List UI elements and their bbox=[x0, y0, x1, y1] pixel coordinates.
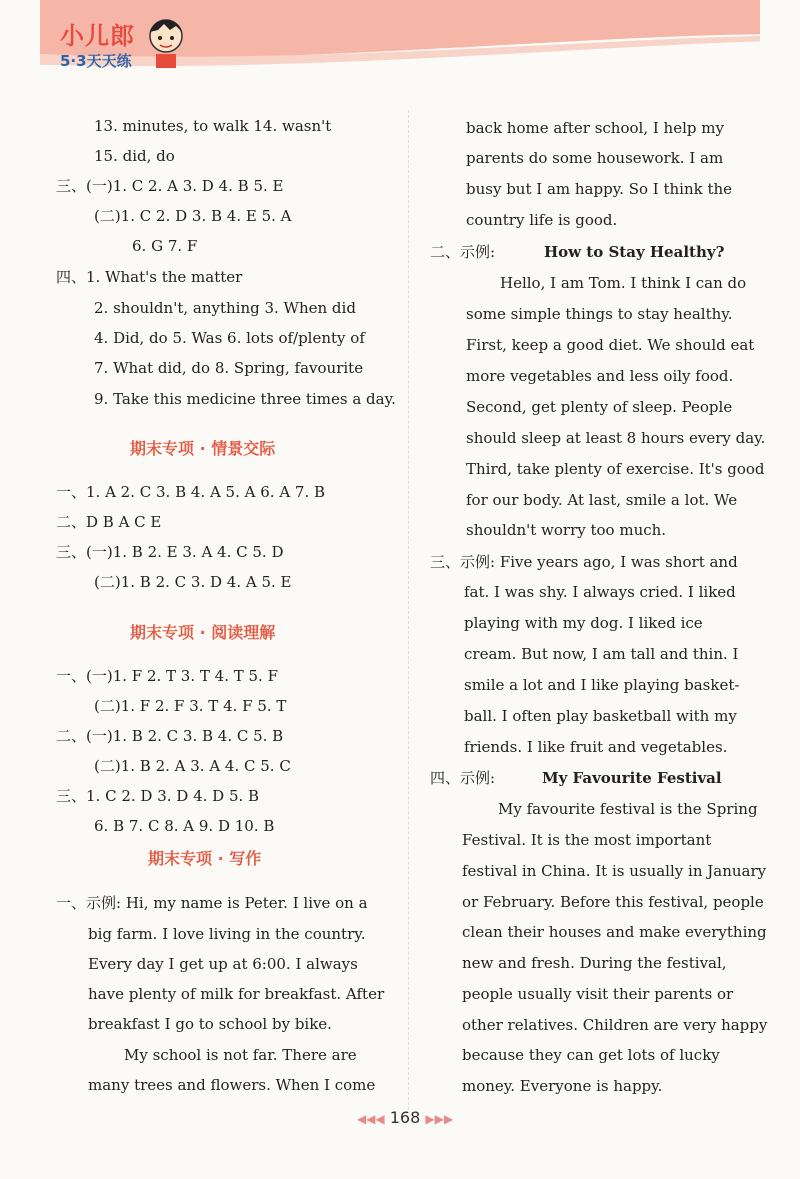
right-arrows-icon: ▶▶▶ bbox=[425, 1112, 454, 1126]
answer-line: 4. Did, do 5. Was 6. lots of/plenty of bbox=[94, 329, 365, 347]
essay-line: for our body. At last, smile a lot. We bbox=[466, 491, 738, 509]
page-number-text: 168 bbox=[389, 1108, 421, 1127]
answer-line: 一、(一)1. F 2. T 3. T 4. T 5. F bbox=[56, 667, 279, 685]
essay-line: 一、示例: Hi, my name is Peter. I live on a bbox=[56, 894, 368, 912]
brand-logo bbox=[50, 14, 190, 74]
essay-line: cream. But now, I am tall and thin. I bbox=[464, 645, 739, 663]
essay-line: have plenty of milk for breakfast. After bbox=[88, 985, 385, 1003]
essay-line: playing with my dog. I liked ice bbox=[464, 614, 703, 632]
essay-line: ball. I often play basketball with my bbox=[464, 707, 737, 725]
answer-line: 6. B 7. C 8. A 9. D 10. B bbox=[94, 817, 275, 835]
column-divider bbox=[408, 110, 409, 1110]
essay-line: Every day I get up at 6:00. I always bbox=[88, 955, 358, 973]
answer-line: 二、(一)1. B 2. C 3. B 4. C 5. B bbox=[56, 727, 284, 745]
answer-line: 四、1. What's the matter bbox=[56, 268, 243, 286]
logo-subtitle: 5·3天天练 bbox=[60, 52, 132, 70]
essay-line: My school is not far. There are bbox=[124, 1046, 357, 1064]
answer-line: 三、(一)1. B 2. E 3. A 4. C 5. D bbox=[56, 543, 284, 561]
essay-line: smile a lot and I like playing basket- bbox=[464, 676, 740, 694]
essay-line: money. Everyone is happy. bbox=[462, 1077, 663, 1095]
answer-line: 一、1. A 2. C 3. B 4. A 5. A 6. A 7. B bbox=[56, 483, 326, 501]
essay-line: shouldn't worry too much. bbox=[466, 521, 667, 539]
essay-line: clean their houses and make everything bbox=[462, 923, 767, 941]
essay-line: parents do some housework. I am bbox=[466, 149, 724, 167]
answer-line: 15. did, do bbox=[94, 147, 175, 165]
essay-line: fat. I was shy. I always cried. I liked bbox=[464, 583, 736, 601]
section-heading: 期末专项 · 写作 bbox=[148, 849, 262, 868]
essay-line: My favourite festival is the Spring bbox=[498, 800, 758, 818]
answer-line: (二)1. B 2. C 3. D 4. A 5. E bbox=[94, 573, 292, 591]
essay-line: big farm. I love living in the country. bbox=[88, 925, 366, 943]
example-label: 四、示例: bbox=[430, 769, 496, 787]
essay-line: other relatives. Children are very happy bbox=[462, 1016, 768, 1034]
essay-line: Third, take plenty of exercise. It's good bbox=[466, 460, 765, 478]
essay-line: more vegetables and less oily food. bbox=[466, 367, 734, 385]
logo-title: 小儿郎 bbox=[60, 22, 135, 50]
essay-line: new and fresh. During the festival, bbox=[462, 954, 727, 972]
essay-line: 三、示例: Five years ago, I was short and bbox=[430, 553, 738, 571]
answer-line: (二)1. F 2. F 3. T 4. F 5. T bbox=[94, 697, 287, 715]
answer-line: 6. G 7. F bbox=[132, 237, 198, 255]
answer-line: 三、(一)1. C 2. A 3. D 4. B 5. E bbox=[56, 177, 284, 195]
essay-line: friends. I like fruit and vegetables. bbox=[464, 738, 728, 756]
essay-line: many trees and flowers. When I come bbox=[88, 1076, 376, 1094]
example-label: 二、示例: bbox=[430, 243, 496, 261]
answer-line: (二)1. C 2. D 3. B 4. E 5. A bbox=[94, 207, 292, 225]
essay-line: Second, get plenty of sleep. People bbox=[466, 398, 733, 416]
essay-line: should sleep at least 8 hours every day. bbox=[466, 429, 766, 447]
section-heading: 期末专项 · 情景交际 bbox=[130, 439, 276, 458]
essay-line: country life is good. bbox=[466, 211, 618, 229]
essay-line: breakfast I go to school by bike. bbox=[88, 1015, 332, 1033]
answer-line: 13. minutes, to walk 14. wasn't bbox=[94, 117, 332, 135]
answer-line: 2. shouldn't, anything 3. When did bbox=[94, 299, 356, 317]
essay-line: Festival. It is the most important bbox=[462, 831, 712, 849]
essay-line: busy but I am happy. So I think the bbox=[466, 180, 733, 198]
answer-line: 7. What did, do 8. Spring, favourite bbox=[94, 359, 364, 377]
essay-title: How to Stay Healthy? bbox=[544, 243, 725, 261]
essay-line: First, keep a good diet. We should eat bbox=[466, 336, 755, 354]
left-arrows-icon: ◀◀◀ bbox=[356, 1112, 385, 1126]
answer-line: (二)1. B 2. A 3. A 4. C 5. C bbox=[94, 757, 291, 775]
essay-line: festival in China. It is usually in January bbox=[462, 862, 767, 880]
section-heading: 期末专项 · 阅读理解 bbox=[130, 623, 276, 642]
answer-line: 9. Take this medicine three times a day. bbox=[94, 390, 396, 408]
essay-line: Hello, I am Tom. I think I can do bbox=[500, 274, 747, 292]
essay-line: because they can get lots of lucky bbox=[462, 1046, 720, 1064]
page-number bbox=[345, 1108, 465, 1127]
answer-line: 二、D B A C E bbox=[56, 513, 162, 531]
answer-line: 三、1. C 2. D 3. D 4. D 5. B bbox=[56, 787, 260, 805]
essay-line: some simple things to stay healthy. bbox=[466, 305, 733, 323]
essay-line: people usually visit their parents or bbox=[462, 985, 734, 1003]
essay-line: back home after school, I help my bbox=[466, 119, 724, 137]
boy-mascot-icon bbox=[146, 14, 186, 70]
essay-line: or February. Before this festival, people bbox=[462, 893, 764, 911]
essay-title: My Favourite Festival bbox=[542, 769, 722, 787]
